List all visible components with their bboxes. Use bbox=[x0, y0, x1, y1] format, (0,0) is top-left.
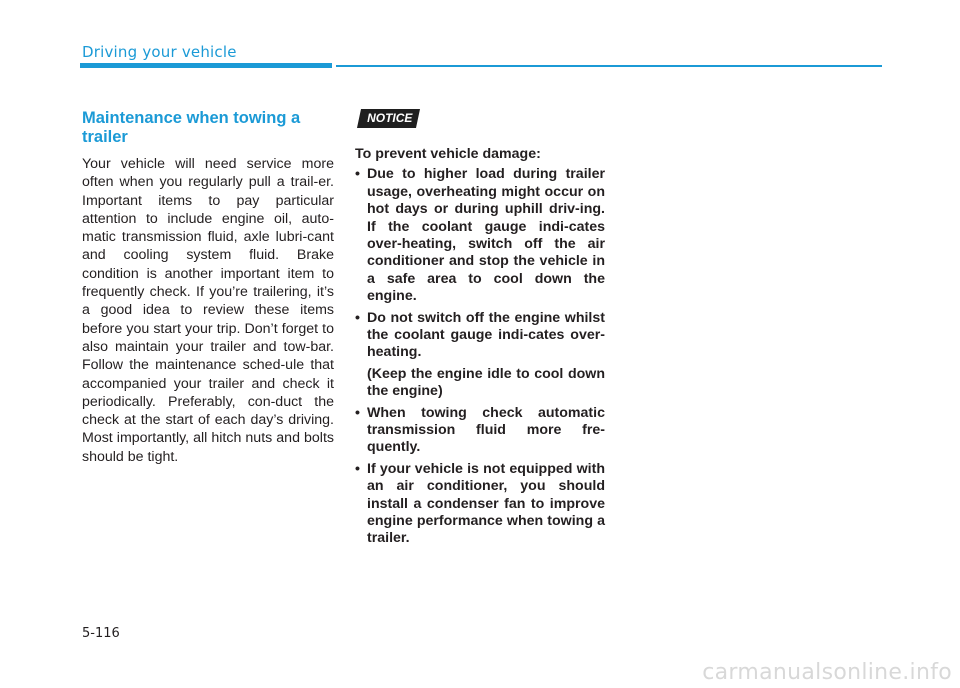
watermark: carmanualsonline.info bbox=[702, 660, 952, 685]
notice-intro: To prevent vehicle damage: bbox=[355, 146, 541, 162]
header-rule-thick bbox=[80, 63, 332, 68]
maintenance-heading: Maintenance when towing a trailer bbox=[82, 109, 301, 146]
notice-item: • If your vehicle is not equipped with an air conditioner, you should install a condenser fan to improve engine performance when towing a trailer. bbox=[355, 461, 605, 548]
notice-list-continued bbox=[355, 405, 605, 548]
notice-badge-label: NOTICE bbox=[367, 111, 413, 125]
header-rule-thin bbox=[336, 65, 882, 67]
left-column bbox=[82, 109, 334, 466]
page-number: 5-116 bbox=[82, 626, 120, 641]
notice-column bbox=[355, 109, 605, 552]
section-title: Driving your vehicle bbox=[82, 43, 237, 61]
notice-badge bbox=[357, 109, 420, 128]
notice-sub-note: (Keep the engine idle to cool down the engine) bbox=[367, 365, 605, 400]
notice-item: • When towing check automatic transmission fluid more fre-quently. bbox=[355, 405, 605, 457]
notice-list bbox=[355, 166, 605, 361]
maintenance-body: Your vehicle will need service more often when you regularly pull a trail-er. Important items to pay particular attention to include engine oil, auto-matic transmission fluid, axle lubri-cant and cooling system fluid. Brake condition is another important item to frequently check. If you’re trailering, it’s a good idea to review these items before you start your trip. Don’t forget to also maintain your trailer and tow-bar. Follow the maintenance sched-ule that accompanied your trailer and check it periodically. Preferably, con-duct the check at the start of each day’s driving. Most importantly, all hitch nuts and bolts should be tight. bbox=[82, 156, 334, 465]
notice-item: • Due to higher load during trailer usage, overheating might occur on hot days or during uphill driv-ing. If the coolant gauge indi-cates over-heating, switch off the air conditioner and stop the vehicle in a safe area to cool down the engine. bbox=[355, 166, 605, 305]
notice-item: • Do not switch off the engine whilst the coolant gauge indi-cates over-heating. bbox=[355, 310, 605, 362]
